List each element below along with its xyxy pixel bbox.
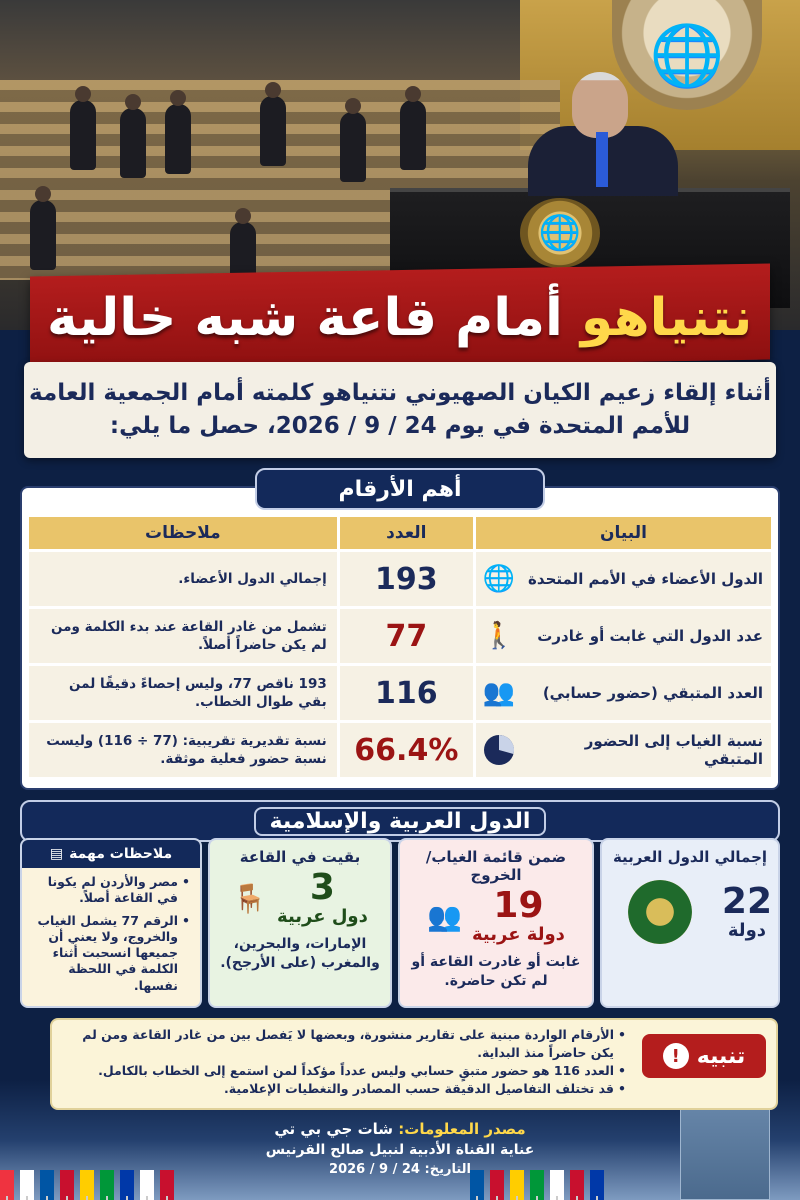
footer-credits (150, 1120, 650, 1177)
date-line: التاريخ: 24 / 9 / 2026 (329, 1162, 471, 1177)
delegate-figure (260, 96, 286, 166)
delegate-figure (400, 100, 426, 170)
row-value: 77 (340, 609, 473, 663)
speaker-figure (528, 72, 678, 192)
notes-header (22, 840, 200, 868)
delegate-figure (120, 108, 146, 178)
intro-line-2: للأمم المتحدة في يوم 24 / 9 / 2026، حصل ما يلي: (109, 413, 691, 439)
list-item: • العدد 116 هو حضور متبقٍ حسابي وليس عدداً مؤكداً لمن استمع إلى الخطاب بالكامل. (56, 1062, 626, 1080)
arab-total-card (600, 838, 780, 1008)
arab-absent-desc: غابت أو غادرت القاعة أو لم تكن حاضرة. (411, 954, 581, 989)
intro-box (24, 362, 776, 458)
row-note: إجمالي الدول الأعضاء. (29, 552, 337, 606)
arab-total-unit: دولة (727, 919, 766, 941)
document-icon: ▤ (49, 846, 64, 862)
group-people-icon: 👥 (482, 678, 516, 708)
hall-wall (0, 0, 520, 80)
numbers-table-frame (20, 486, 780, 790)
arab-absent-unit: دولة عربية (472, 924, 565, 945)
notes-list (22, 868, 200, 994)
row-value: 66.4% (340, 723, 473, 777)
list-item: • مصر والأردن لم يكونا في القاعة أصلاً. (28, 874, 190, 907)
arab-stayed-card (208, 838, 392, 1008)
row-label: نسبة الغياب إلى الحضور المتبقي (584, 732, 763, 768)
row-note: نسبة تقديرية تقريبية: (77 ÷ 116) وليست نسبة حضور فعلية موثقة. (29, 723, 337, 777)
delegate-figure (30, 200, 56, 270)
pie-chart-icon (476, 729, 522, 771)
row-label: عدد الدول التي غابت أو غادرت (537, 627, 763, 645)
arab-absent-card (398, 838, 594, 1008)
list-item: • قد تختلف التفاصيل الدقيقة حسب المصادر والتغطيات الإعلامية. (56, 1080, 626, 1098)
arab-stayed-desc: الإمارات، والبحرين، والمغرب (على الأرجح). (220, 936, 380, 971)
arab-stayed-unit: دول عربية (277, 906, 368, 927)
table-row (29, 552, 771, 606)
header-count: العدد (340, 517, 473, 549)
arab-absent-title: ضمن قائمة الغياب/الخروج (425, 848, 567, 884)
delegate-figure (340, 112, 366, 182)
warning-list (56, 1026, 626, 1099)
row-note: 193 ناقص 77، وليس إحصاءً دقيقًا لمن بقي طوال الخطاب. (29, 666, 337, 720)
delegate-figure (70, 100, 96, 170)
header-notes: ملاحظات (29, 517, 337, 549)
row-label: العدد المتبقي (حضور حسابي) (542, 684, 763, 702)
flags-left (0, 1110, 174, 1200)
list-item: • الأرقام الواردة مبنية على تقارير منشورة، وبعضها لا يَفصل بين من غادر القاعة ومن لم يكن حاضراً منذ البداية. (56, 1026, 626, 1062)
intro-line-1: أثناء إلقاء زعيم الكيان الصهيوني نتنياهو كلمته أمام الجمعية العامة (29, 379, 771, 406)
arab-absent-value: 19 (493, 885, 544, 926)
important-notes-card (20, 838, 202, 1008)
un-emblem-wall-icon: 🌐 (612, 0, 762, 110)
delegate-figure (165, 104, 191, 174)
list-item: • الرقم 77 يشمل الغياب والخروج، ولا يعني أن جميعها انسحبت أثناء الكلمة في اللحظة نفسها. (28, 913, 190, 994)
source-line (150, 1120, 650, 1138)
table-row (29, 666, 771, 720)
arab-stayed-value: 3 (309, 867, 335, 908)
arab-cards (20, 838, 780, 1014)
source-value: شات جي بي تي (274, 1120, 394, 1138)
warning-badge (642, 1034, 766, 1078)
arab-total-title: إجمالي الدول العربية (612, 848, 768, 866)
row-label: الدول الأعضاء في الأمم المتحدة (528, 570, 763, 588)
notes-title: ملاحظات مهمة (69, 846, 173, 862)
table-row (29, 609, 771, 663)
warning-box (50, 1018, 778, 1110)
credit-line: عناية القناة الأدبية لنبيل صالح القرنيس (265, 1142, 535, 1158)
numbers-table (26, 514, 774, 780)
exclamation-icon: ! (663, 1043, 689, 1069)
title-rest: أمام قاعة شبه خالية (47, 287, 564, 348)
seated-people-icon: 🪑 (232, 882, 268, 915)
title-highlight: نتنياهو (581, 287, 753, 348)
header-item: البيان (476, 517, 771, 549)
row-value: 116 (340, 666, 473, 720)
row-value: 193 (340, 552, 473, 606)
warning-label: تنبيه (696, 1043, 746, 1069)
row-note: تشمل من غادر القاعة عند بدء الكلمة ومن لم يكن حاضراً أصلاً. (29, 609, 337, 663)
arab-heading-bar (20, 800, 780, 842)
un-emblem-icon: 🌐 (482, 564, 516, 594)
page-title (47, 288, 752, 348)
arab-total-value: 22 (721, 880, 772, 922)
source-label: مصدر المعلومات: (398, 1120, 526, 1138)
table-row (29, 723, 771, 777)
arab-stayed-title: بقيت في القاعة (239, 848, 361, 866)
group-people-icon: 👥 (427, 900, 462, 933)
walking-person-icon: 🚶 (482, 621, 516, 651)
arab-league-emblem-icon (628, 880, 692, 944)
un-emblem-podium-icon: 🌐 (520, 198, 600, 268)
numbers-heading: أهم الأرقام (255, 468, 545, 510)
arab-heading: الدول العربية والإسلامية (254, 807, 547, 836)
title-banner (30, 264, 770, 373)
